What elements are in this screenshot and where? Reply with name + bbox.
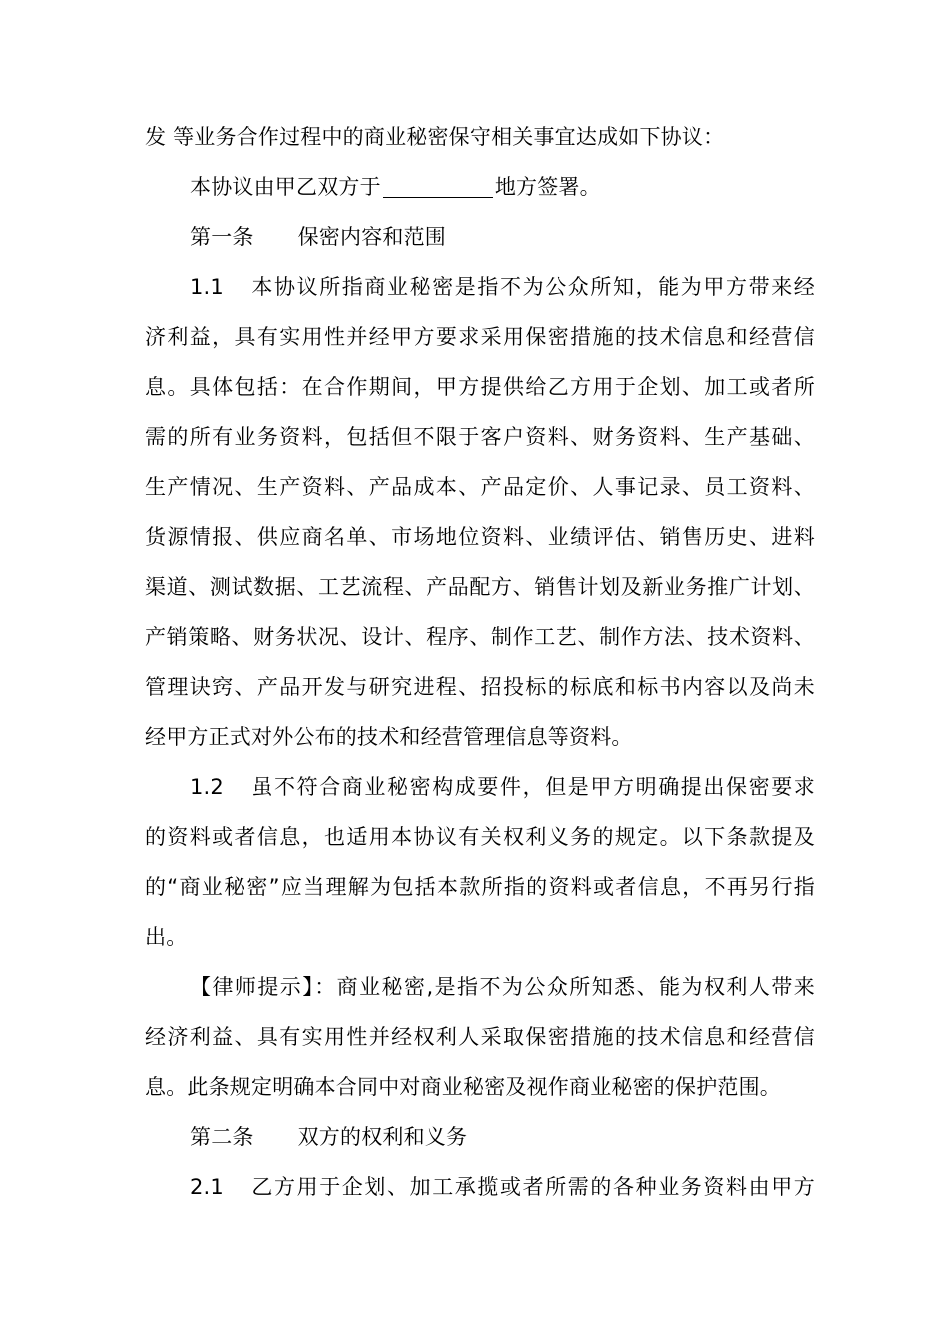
clause-line (190, 772, 815, 802)
paragraph-line: 货源情报、供应商名单、市场地位资料、业绩评估、销售历史、进料 (145, 525, 815, 549)
article-number: 第一条 (190, 225, 254, 249)
paragraph-line (145, 122, 815, 152)
paragraph-line: 济利益，具有实用性并经甲方要求采用保密措施的技术信息和经营信 (145, 325, 815, 349)
clause-line (190, 272, 815, 302)
article-title: 双方的权利和义务 (297, 1125, 468, 1149)
paragraph-line: 息。具体包括：在合作期间，甲方提供给乙方用于企划、加工或者所 (145, 375, 815, 399)
paragraph-line: 的“商业秘密”应当理解为包括本款所指的资料或者信息，不再另行指 (145, 875, 815, 899)
clause-number: 1.2 (190, 775, 224, 799)
text: 本协议由甲乙双方于 (190, 175, 381, 199)
clause-number: 1.1 (190, 275, 224, 299)
paragraph-line: 产销策略、财务状况、设计、程序、制作工艺、制作方法、技术资料、 (145, 625, 815, 649)
blank-underline (383, 175, 493, 198)
text: 虽不符合商业秘密构成要件，但是甲方明确提出保密要求 (250, 775, 815, 799)
text: 乙方用于企划、加工承揽或者所需的各种业务资料由甲方 (250, 1175, 815, 1199)
article-title: 保密内容和范围 (297, 225, 447, 249)
paragraph-line: 经济利益、具有实用性并经权利人采取保密措施的技术信息和经营信 (145, 1025, 815, 1049)
paragraph-line: 生产情况、生产资料、产品成本、产品定价、人事记录、员工资料、 (145, 475, 815, 499)
paragraph-line: 经甲方正式对外公布的技术和经营管理信息等资料。 (145, 725, 633, 749)
lawyer-tip-line: 【律师提示】：商业秘密,是指不为公众所知悉、能为权利人带来 (190, 975, 815, 999)
paragraph-line: 息。此条规定明确本合同中对商业秘密及视作商业秘密的保护范围。 (145, 1075, 781, 1099)
paragraph-line: 管理诀窍、产品开发与研究进程、招投标的标底和标书内容以及尚未 (145, 675, 815, 699)
article-heading (190, 1122, 815, 1152)
signing-location-line (190, 172, 815, 202)
article-number: 第二条 (190, 1125, 254, 1149)
text: 发 等业务合作过程中的商业秘密保守相关事宜达成如下协议： (145, 125, 725, 149)
paragraph-line: 的资料或者信息，也适用本协议有关权利义务的规定。以下条款提及 (145, 825, 815, 849)
article-heading (190, 222, 815, 252)
clause-number: 2.1 (190, 1175, 224, 1199)
clause-line (190, 1172, 815, 1202)
paragraph-line: 需的所有业务资料，包括但不限于客户资料、财务资料、生产基础、 (145, 425, 815, 449)
paragraph-line: 出。 (145, 925, 188, 949)
text: 本协议所指商业秘密是指不为公众所知，能为甲方带来经 (250, 275, 815, 299)
text: 地方签署。 (494, 175, 601, 199)
paragraph-line: 渠道、测试数据、工艺流程、产品配方、销售计划及新业务推广计划、 (145, 575, 815, 599)
